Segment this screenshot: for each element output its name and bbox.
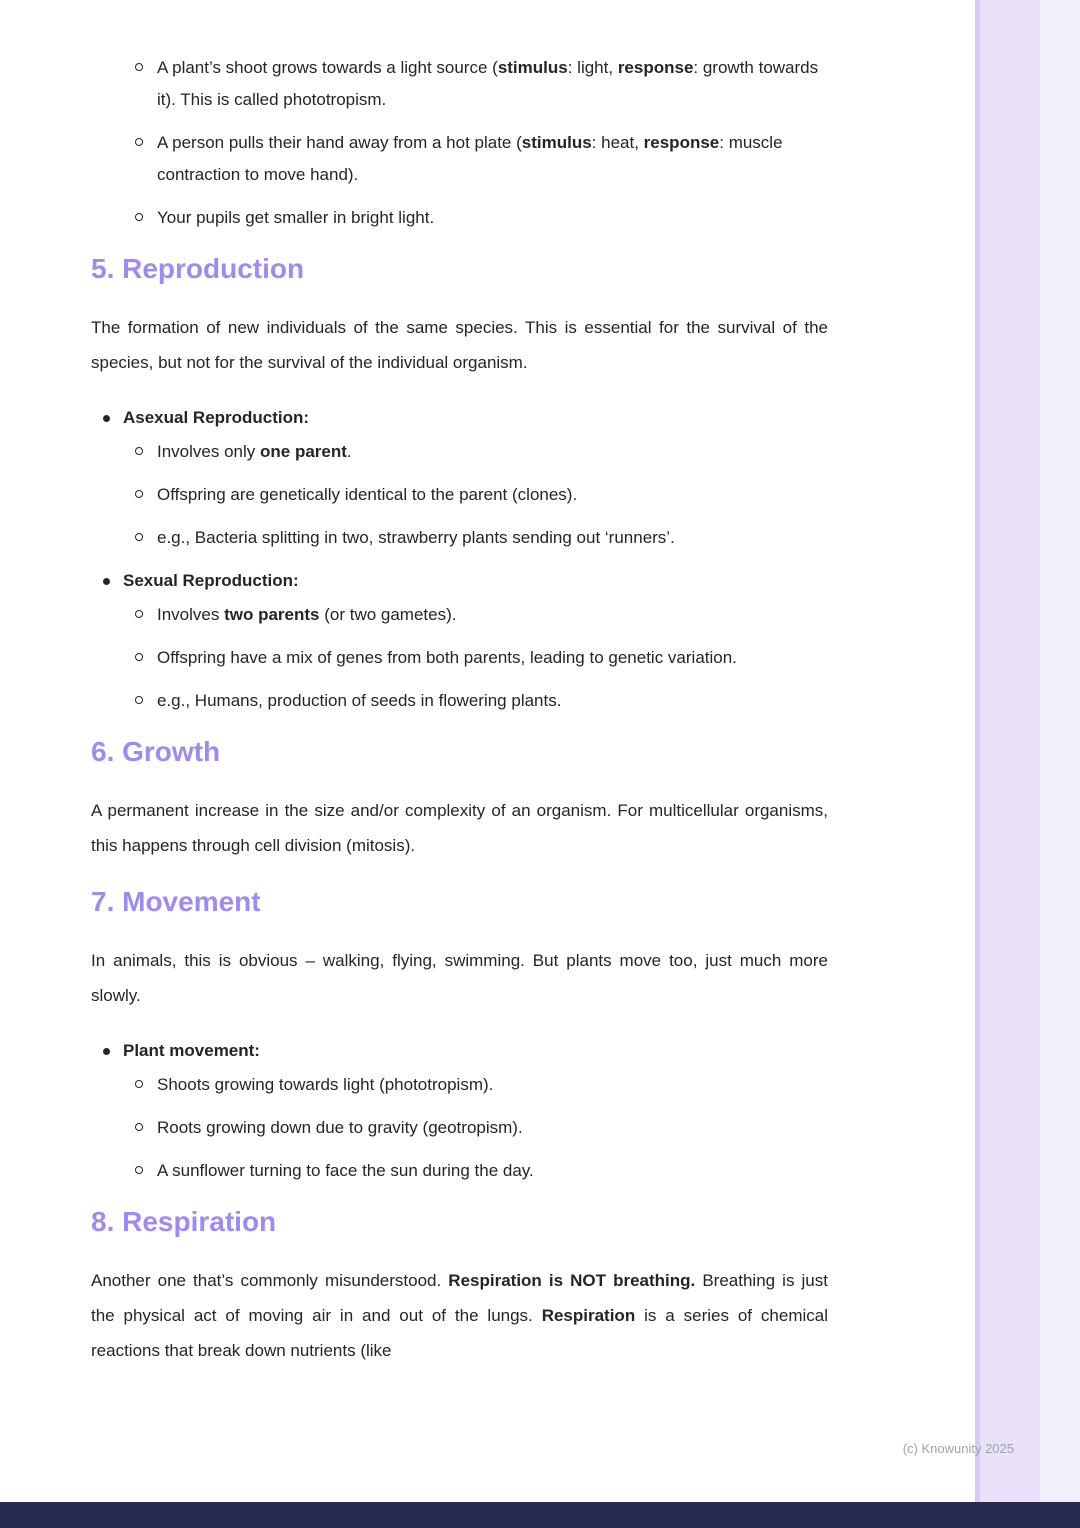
text-segment: Shoots growing towards light (phototropism). xyxy=(157,1075,494,1094)
bullet-item xyxy=(123,436,828,468)
text-segment: e.g., Humans, production of seeds in flowering plants. xyxy=(157,691,562,710)
bullet-item xyxy=(91,1035,828,1187)
plant-movement-list xyxy=(91,1035,828,1187)
text-segment: Roots growing down due to gravity (geotropism). xyxy=(157,1118,523,1137)
reproduction-heading: 5. Reproduction xyxy=(91,253,305,284)
bold-text: response xyxy=(643,133,720,152)
bullet-item xyxy=(123,1155,828,1187)
bullet-item xyxy=(123,127,828,191)
growth-heading: 6. Growth xyxy=(91,736,221,767)
growth-paragraph: A permanent increase in the size and/or complexity of an organism. For multicellular organisms, this happens through cell division (mitosis). xyxy=(91,801,828,855)
text-segment: : light, xyxy=(567,58,618,77)
text-segment: Involves only xyxy=(157,442,260,461)
text-segment: Involves xyxy=(157,605,225,624)
text-segment: (or two gametes). xyxy=(319,605,457,624)
text-segment: Breathing is just the physical act of moving air in and out of the lungs. xyxy=(91,1271,828,1325)
text-segment: : muscle contraction to move hand). xyxy=(157,133,783,184)
bullet-label: Asexual Reproduction: xyxy=(123,408,310,427)
text-segment: : heat, xyxy=(591,133,644,152)
bold-text: one parent xyxy=(260,442,347,461)
bullet-item xyxy=(123,599,828,631)
bullet-item xyxy=(123,522,828,554)
bold-text: response xyxy=(617,58,694,77)
footer-bar xyxy=(0,1502,1080,1528)
bullet-label: Sexual Reproduction: xyxy=(123,571,299,590)
sidebar-strip xyxy=(980,0,1080,1528)
bullet-item xyxy=(123,1069,828,1101)
text-segment: e.g., Bacteria splitting in two, strawberry plants sending out ‘runners’. xyxy=(157,528,675,547)
text-segment: A sunflower turning to face the sun during the day. xyxy=(157,1161,534,1180)
plant-movement-sub-list xyxy=(123,1069,828,1187)
text-segment: is a series of chemical reactions that break down nutrients (like xyxy=(91,1306,829,1360)
asexual-sub-list xyxy=(123,436,828,554)
document-content xyxy=(91,52,828,1390)
bullet-item xyxy=(123,479,828,511)
text-segment: A person pulls their hand away from a hot plate ( xyxy=(157,133,522,152)
bullet-item xyxy=(123,685,828,717)
sexual-sub-list xyxy=(123,599,828,717)
bold-text: stimulus xyxy=(521,133,592,152)
reproduction-paragraph: The formation of new individuals of the same species. This is essential for the survival of the species, but not for the survival of the individual organism. xyxy=(91,318,828,372)
bullet-item xyxy=(123,202,828,234)
copyright-notice: (c) Knowunity 2025 xyxy=(902,1441,1014,1456)
bold-text: Respiration is NOT breathing. xyxy=(448,1271,696,1290)
movement-heading: 7. Movement xyxy=(91,886,261,917)
text-segment: Offspring are genetically identical to the parent (clones). xyxy=(157,485,578,504)
text-segment: . xyxy=(346,442,352,461)
text-segment: Offspring have a mix of genes from both parents, leading to genetic variation. xyxy=(157,648,737,667)
text-segment: : growth towards it). This is called phototropism. xyxy=(157,58,819,109)
reproduction-types-list xyxy=(91,402,828,717)
respiration-paragraph xyxy=(91,1263,828,1368)
bullet-item xyxy=(123,52,828,116)
movement-paragraph: In animals, this is obvious – walking, flying, swimming. But plants move too, just much more slowly. xyxy=(91,951,828,1005)
bold-text: stimulus xyxy=(497,58,568,77)
bullet-item xyxy=(123,642,828,674)
bullet-item xyxy=(123,1112,828,1144)
text-segment: Another one that’s commonly misunderstood. xyxy=(91,1271,449,1290)
text-segment: Your pupils get smaller in bright light. xyxy=(157,208,435,227)
bullet-item xyxy=(91,565,828,717)
bullet-item xyxy=(91,402,828,554)
respiration-heading: 8. Respiration xyxy=(91,1206,277,1237)
bold-text: two parents xyxy=(224,605,320,624)
stimulus-response-examples-list xyxy=(123,52,828,234)
bullet-label: Plant movement: xyxy=(123,1041,260,1060)
bold-text: Respiration xyxy=(541,1306,636,1325)
text-segment: A plant’s shoot grows towards a light source ( xyxy=(157,58,498,77)
